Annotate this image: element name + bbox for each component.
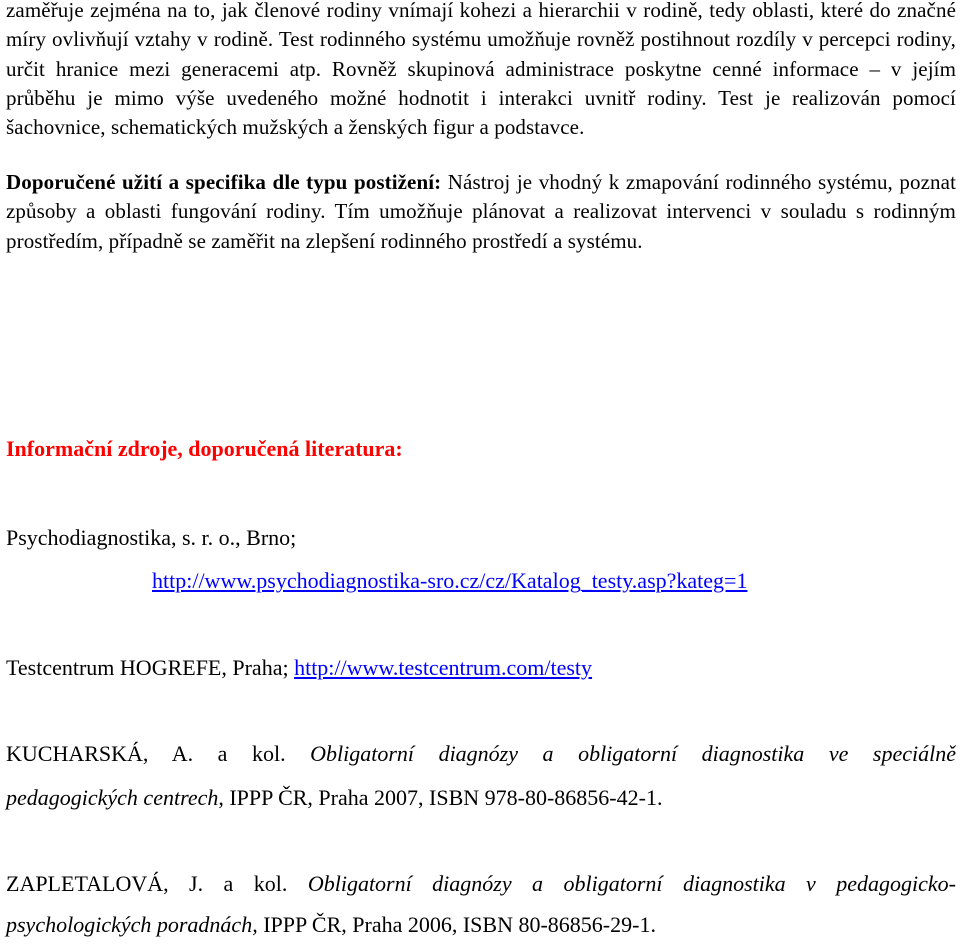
reference-zapletalova-line2 <box>6 912 656 938</box>
reference-psychodiagnostika: Psychodiagnostika, s. r. o., Brno; <box>6 525 297 550</box>
reference-kucharska-line1 <box>6 741 956 767</box>
reference-zapletalova-line1 <box>6 871 956 897</box>
recommended-use-text: Nástroj je vhodný k zmapování rodinného systému, poznat způsoby a oblasti fungování rodiny. Tím umožňuje plánovat a realizovat intervenci v souladu s rodinným prostředím, případně se zaměřit na zlepšení rodinného prostředí a systému. <box>6 170 957 253</box>
reference-kucharska-title-b: pedagogických centrech <box>6 785 219 810</box>
section-heading-sources: Informační zdroje, doporučená literatura: <box>6 436 403 461</box>
reference-testcentrum-text: Testcentrum HOGREFE, Praha; <box>6 655 295 680</box>
recommended-use-label: Doporučené užití a specifika dle typu postižení: <box>6 170 442 194</box>
link-testcentrum[interactable]: http://www.testcentrum.com/testy <box>294 655 593 680</box>
reference-zapletalova-author: ZAPLETALOVÁ, J. a kol. <box>6 871 308 896</box>
reference-kucharska-publisher: , IPPP ČR, Praha 2007, ISBN 978-80-86856-42-1. <box>218 785 663 810</box>
reference-kucharska-title-a: Obligatorní diagnózy a obligatorní diagnostika ve speciálně <box>310 741 956 766</box>
paragraph-test-description: zaměřuje zejména na to, jak členové rodiny vnímají kohezi a hierarchii v rodině, tedy oblasti, které do značné míry ovlivňují vztahy v rodině. Test rodinného systému umožňuje rovněž postihnout rozdíly v percepci rodiny, určit hranice mezi generacemi atp. Rovněž skupinová administrace poskytne cenné informace – v jejím průběhu je mimo výše uvedeného možné hodnotit i interakci uvnitř rodiny. Test je realizován pomocí šachovnice, schematických mužských a ženských figur a podstavce. <box>6 0 956 140</box>
reference-kucharska-author: KUCHARSKÁ, A. a kol. <box>6 741 311 766</box>
reference-kucharska-line2 <box>6 785 662 811</box>
reference-zapletalova-title-b: psychologických poradnách, <box>6 912 258 937</box>
reference-zapletalova-title-a: Obligatorní diagnózy a obligatorní diagnostika v pedagogicko- <box>307 871 956 896</box>
reference-testcentrum <box>6 655 592 681</box>
link-psychodiagnostika[interactable]: http://www.psychodiagnostika-sro.cz/cz/Katalog_testy.asp?kateg=1 <box>152 568 748 593</box>
reference-zapletalova-publisher: IPPP ČR, Praha 2006, ISBN 80-86856-29-1. <box>257 912 656 937</box>
paragraph-recommended-use <box>6 168 956 256</box>
